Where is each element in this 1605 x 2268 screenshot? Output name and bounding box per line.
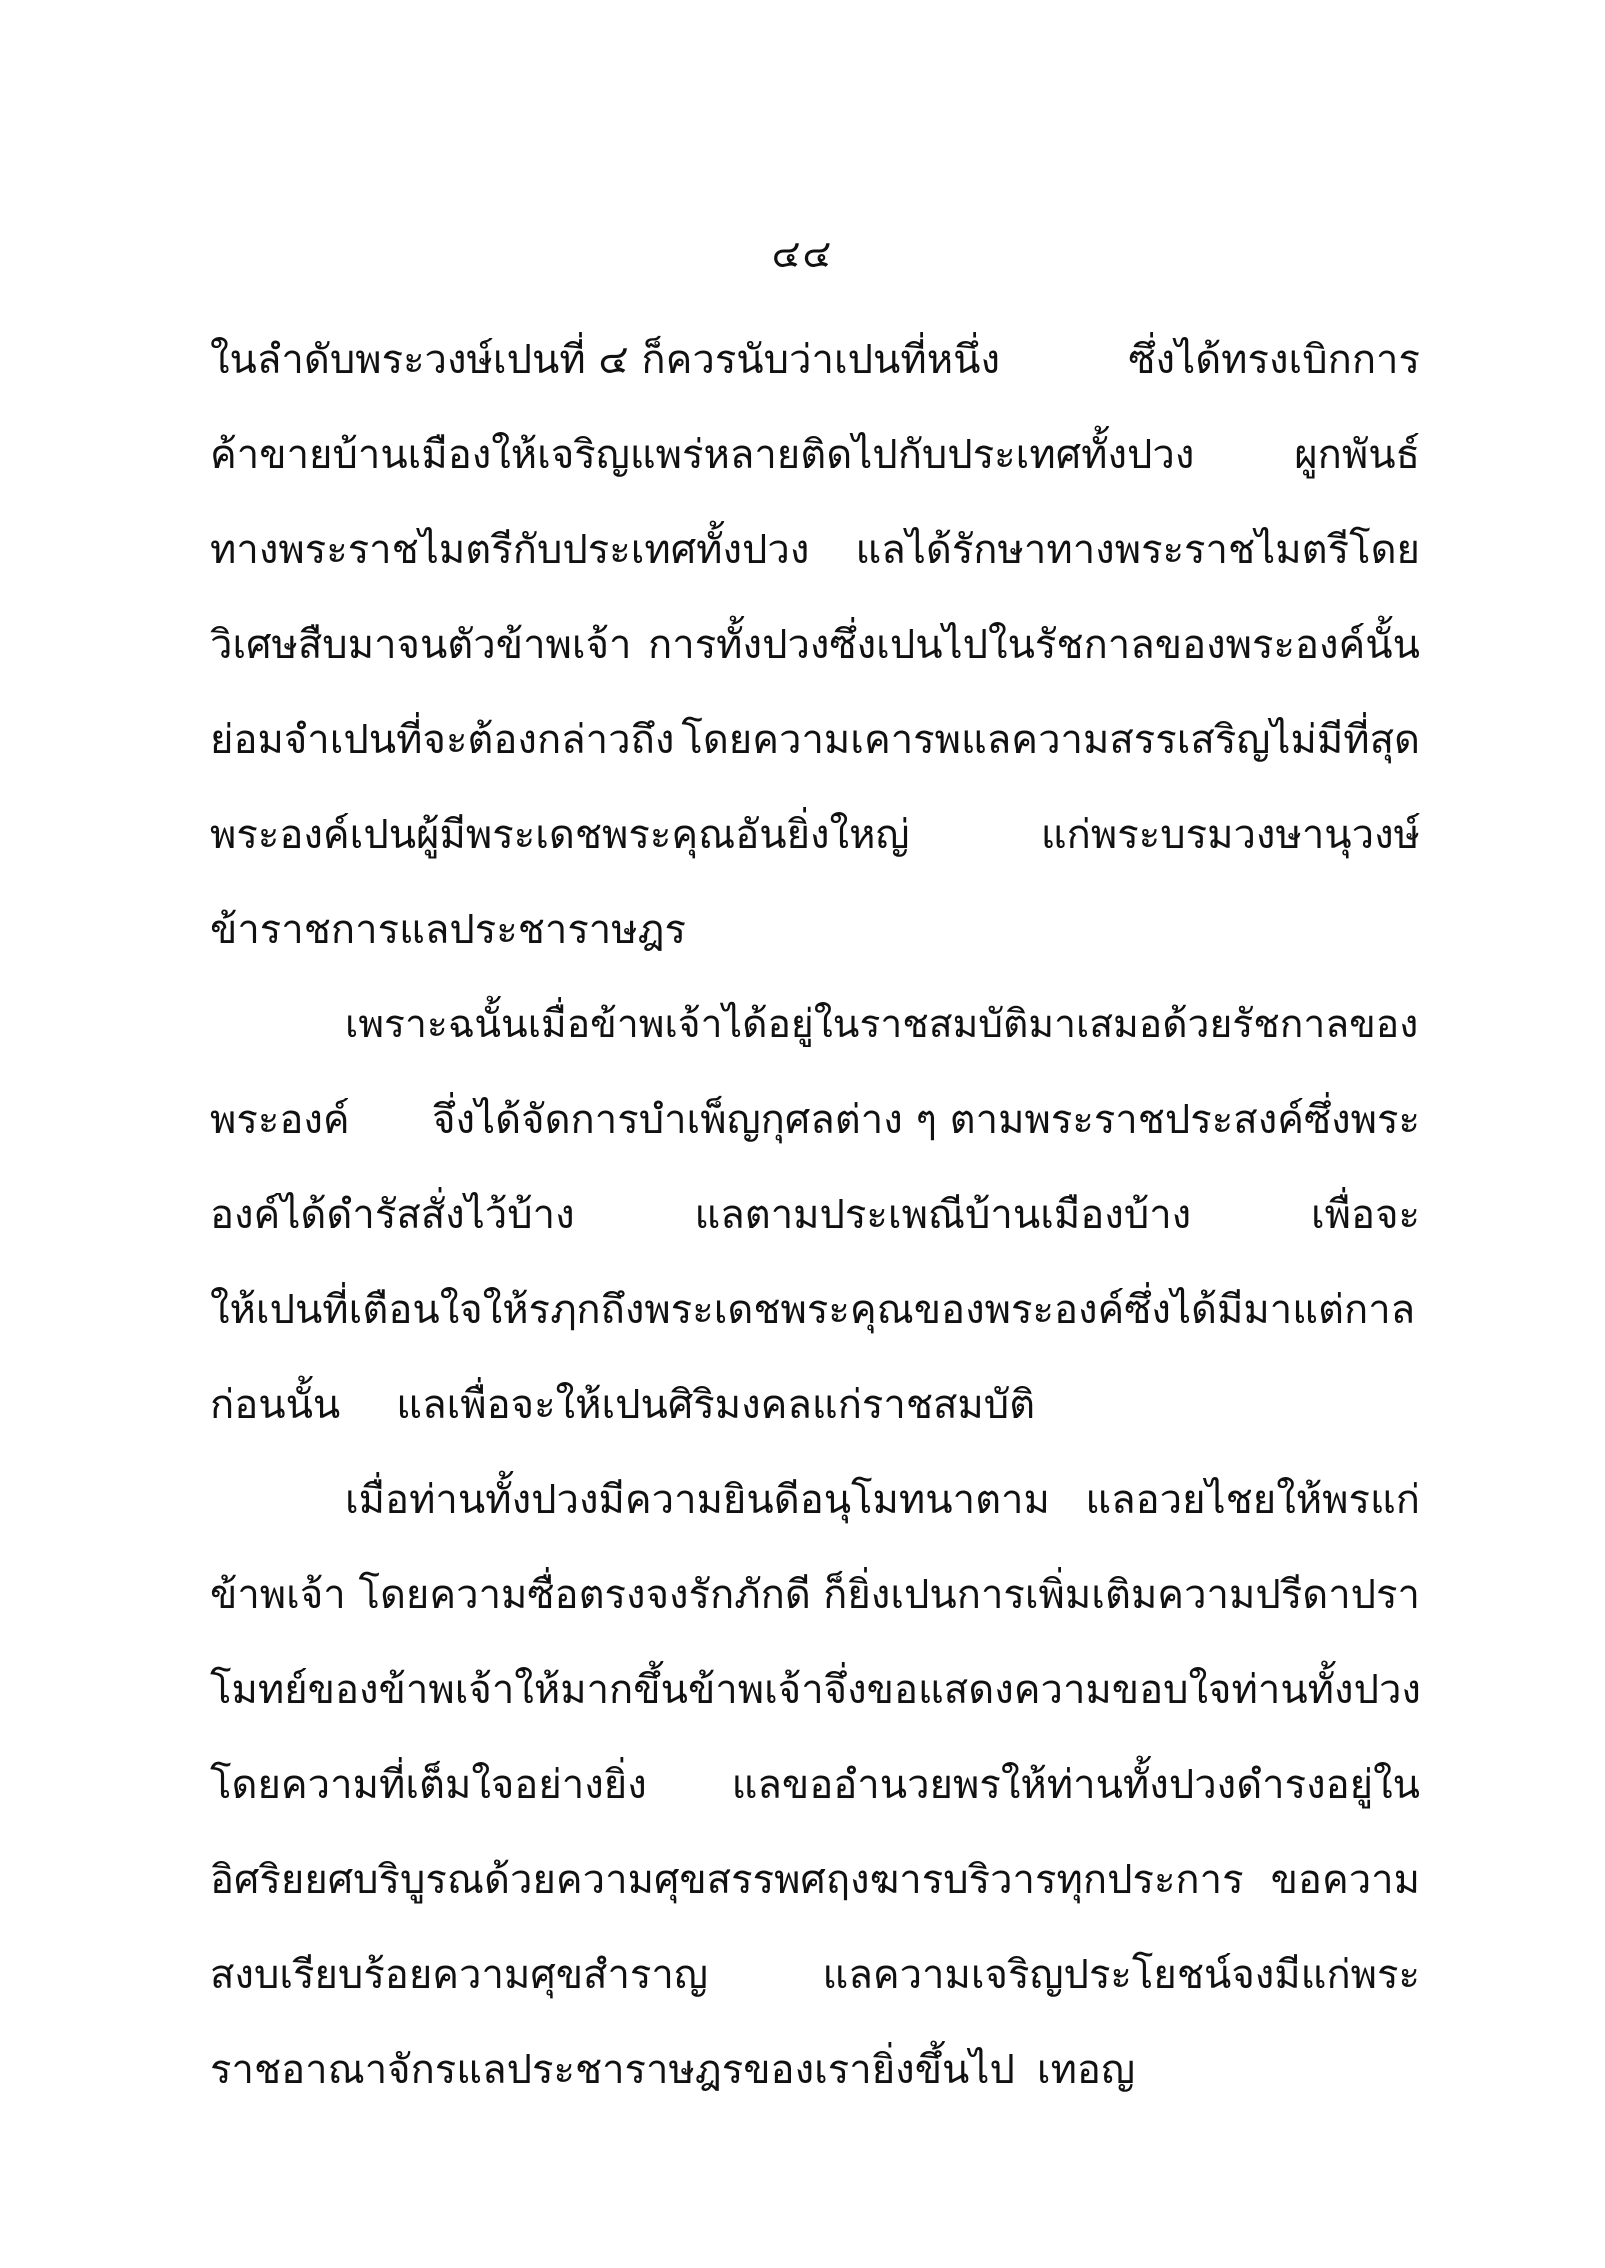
text-segment: แลขออำนวยพรให้ท่านทั้งปวงดำรงอยู่ใน: [731, 1762, 1420, 1808]
text-segment: โมทย์ของข้าพเจ้าให้มากขึ้น: [210, 1667, 688, 1713]
body-text: [210, 300, 1420, 2105]
text-line: [210, 1630, 1420, 1725]
text-line: [210, 775, 1420, 870]
text-segment: ผูกพันธ์: [1294, 432, 1420, 478]
text-segment: เมื่อท่านทั้งปวงมีความยินดีอนุโมทนาตาม: [345, 1477, 1050, 1523]
text-segment: วิเศษสืบมาจนตัวข้าพเจ้า: [210, 622, 632, 668]
text-line: [210, 1725, 1420, 1820]
text-segment: ข้าราชการแลประชาราษฎร: [210, 907, 686, 953]
text-segment: แลอวยไชยให้พรแก่: [1085, 1477, 1420, 1523]
text-segment: ทางพระราชไมตรีกับประเทศทั้งปวง: [210, 527, 810, 573]
text-line-paragraph-start: [210, 965, 1420, 1060]
text-segment: ขอความ: [1270, 1857, 1420, 1903]
text-segment: ข้าพเจ้า โดยความซื่อตรงจงรักภักดี: [210, 1572, 811, 1618]
text-segment: เพราะฉนั้นเมื่อข้าพเจ้าได้อยู่ในราชสมบัติมาเสมอด้วยรัชกาลของ: [345, 1002, 1419, 1047]
text-line: [210, 1060, 1420, 1155]
text-line: [210, 490, 1420, 585]
text-segment: เทอญ: [1036, 2047, 1136, 2093]
text-line: [210, 2010, 1420, 2105]
text-segment: ย่อมจำเปนที่จะต้องกล่าวถึง: [210, 717, 675, 763]
text-line: [210, 1250, 1420, 1345]
text-line: [210, 1915, 1420, 2010]
text-segment: แลความเจริญประโยชน์จงมีแก่พระ: [822, 1952, 1420, 1998]
text-segment: การทั้งปวงซึ่งเปนไปในรัชกาลของพระองค์นั้น: [648, 622, 1420, 668]
text-segment: จึ่งได้จัดการบำเพ็ญกุศลต่าง ๆ ตามพระราชประสงค์ซึ่งพระ: [432, 1097, 1420, 1143]
text-segment: แลเพื่อจะให้เปนศิริมงคลแก่ราชสมบัติ: [396, 1382, 1036, 1428]
text-line: [210, 1535, 1420, 1630]
text-segment: ให้เปนที่เตือนใจให้รฦกถึงพระเดชพระคุณของพระองค์ซึ่งได้มีมาแต่กาล: [210, 1287, 1416, 1333]
text-segment: ซึ่งได้ทรงเบิกการ: [1128, 337, 1420, 383]
text-line-paragraph-start: [210, 1440, 1420, 1535]
text-segment: ค้าขายบ้านเมืองให้เจริญแพร่หลายติดไปกับประเทศทั้งปวง: [210, 432, 1195, 478]
text-line: [210, 1155, 1420, 1250]
text-segment: เพื่อจะ: [1311, 1192, 1420, 1238]
text-segment: พระองค์เปนผู้มีพระเดชพระคุณอันยิ่งใหญ่: [210, 812, 910, 858]
text-line: [210, 395, 1420, 490]
text-segment: ก่อนนั้น: [210, 1382, 341, 1428]
text-segment: แลตามประเพณีบ้านเมืองบ้าง: [694, 1192, 1192, 1238]
text-segment: ก็ยิ่งเปนการเพิ่มเติมความปรีดาปรา: [823, 1572, 1420, 1618]
text-line: [210, 1820, 1420, 1915]
text-segment: โดยความที่เต็มใจอย่างยิ่ง: [210, 1762, 647, 1808]
text-segment: สงบเรียบร้อยความศุขสำราญ: [210, 1952, 708, 1998]
text-segment: องค์ได้ดำรัสสั่งไว้บ้าง: [210, 1192, 575, 1238]
text-segment: แก่พระบรมวงษานุวงษ์: [1040, 812, 1420, 858]
text-segment: ราชอาณาจักรแลประชาราษฎรของเรายิ่งขึ้นไป: [210, 2047, 1015, 2093]
text-segment: ข้าพเจ้าจึ่งขอแสดงความขอบใจท่านทั้งปวง: [687, 1667, 1421, 1713]
page-number: ๔๔: [771, 232, 834, 276]
text-segment: พระองค์: [210, 1097, 350, 1143]
text-line: [210, 870, 1420, 965]
text-line: [210, 585, 1420, 680]
text-line: [210, 300, 1420, 395]
text-segment: ในลำดับพระวงษ์เปนที่ ๔ ก็ควรนับว่าเปนที่หนึ่ง: [210, 337, 1000, 383]
text-segment: อิศริยยศบริบูรณด้วยความศุขสรรพศฤงฆารบริวารทุกประการ: [210, 1857, 1244, 1903]
text-line: [210, 680, 1420, 775]
text-line: [210, 1345, 1420, 1440]
text-segment: โดยความเคารพแลความสรรเสริญไม่มีที่สุด: [681, 717, 1420, 763]
text-segment: แลได้รักษาทางพระราชไมตรีโดย: [855, 527, 1420, 573]
